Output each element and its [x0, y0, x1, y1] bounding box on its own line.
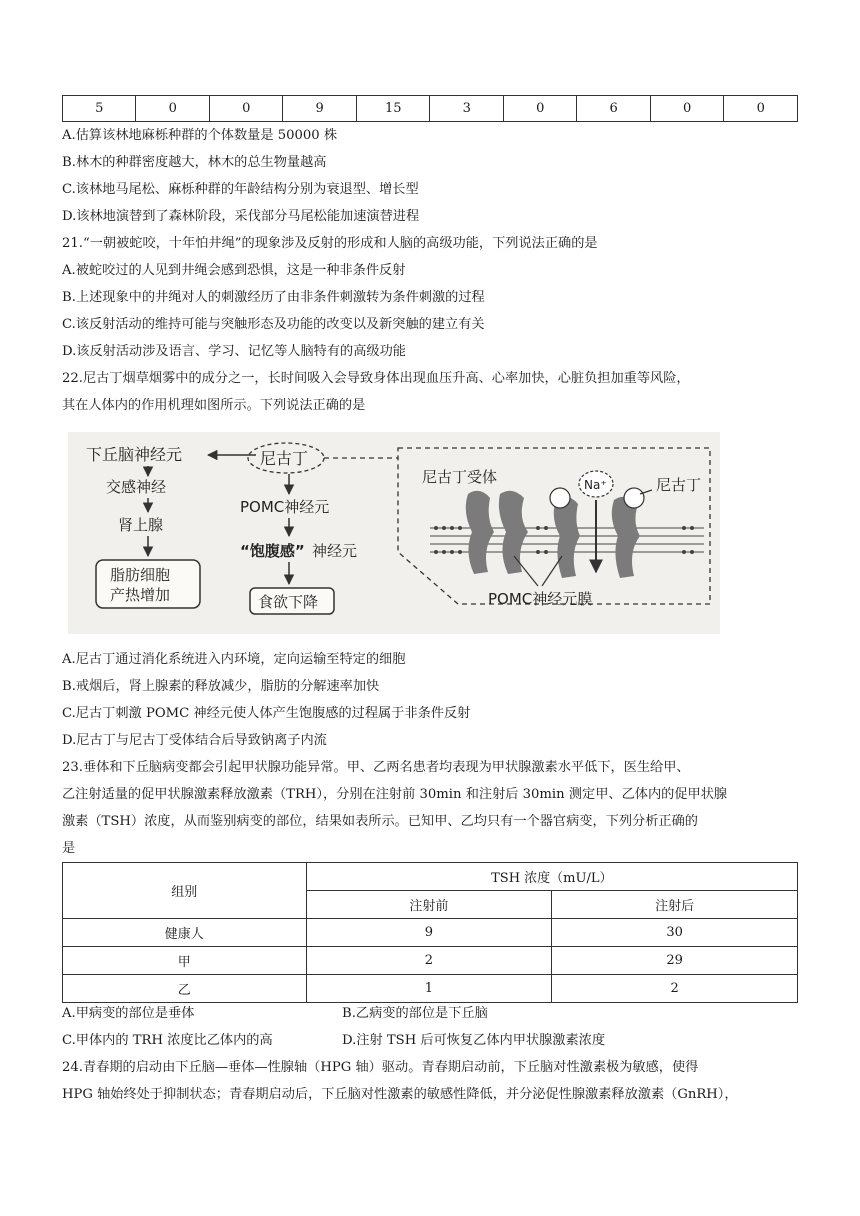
q23-option-b: B.乙病变的部位是下丘脑 — [342, 1006, 488, 1021]
table-cell: 3 — [430, 96, 503, 122]
table-cell: 0 — [503, 96, 576, 122]
nicotine-molecule-icon — [624, 488, 644, 508]
q22-stem-line1: 22.尼古丁烟草烟雾中的成分之一，长时间吸入会导致身体出现血压升高、心率加快，心脏负担加重等风险， — [62, 371, 690, 386]
nicotine-mechanism-figure — [68, 432, 720, 634]
table-cell: 9 — [306, 919, 552, 947]
sympathetic-label: 交感神经 — [106, 478, 167, 496]
q22-option-c: C.尼古丁刺激 POMC 神经元使人体产生饱腹感的过程属于非条件反射 — [62, 706, 471, 721]
q23-option-a: A.甲病变的部位是垂体 — [62, 1006, 195, 1021]
q22-stem-line2: 其在人体内的作用机理如图所示。下列说法正确的是 — [62, 398, 366, 413]
after-header: 注射后 — [552, 891, 798, 919]
tsh-table — [62, 862, 798, 1003]
q21-option-b: B.上述现象中的井绳对人的刺激经历了由非条件刺激转为条件刺激的过程 — [62, 290, 485, 305]
receptor-label: 尼古丁受体 — [422, 468, 498, 486]
table-cell: 0 — [136, 96, 209, 122]
q20-option-b: B.林木的种群密度越大，林木的总生物量越高 — [62, 155, 327, 170]
q21-option-a: A.被蛇咬过的人见到井绳会感到恐惧，这是一种非条件反射 — [62, 263, 406, 278]
q21-stem: 21.“一朝被蛇咬，十年怕井绳”的现象涉及反射的形成和人脑的高级功能，下列说法正确的是 — [62, 236, 598, 251]
appetite-label: 食欲下降 — [258, 593, 319, 611]
q22-option-d: D.尼古丁与尼古丁受体结合后导致钠离子内流 — [62, 733, 327, 748]
table-cell: 1 — [306, 975, 552, 1003]
hypothalamus-label: 下丘脑神经元 — [86, 445, 183, 464]
q23-stem-line3: 激素（TSH）浓度，从而鉴别病变的部位，结果如表所示。已知甲、乙均只有一个器官病变，下列分析正确的 — [62, 814, 698, 829]
table-cell: 2 — [306, 947, 552, 975]
q20-option-a: A.估算该林地麻栎种群的个体数量是 50000 株 — [62, 128, 338, 143]
fat-line2: 产热增加 — [110, 586, 171, 604]
density-table-row — [62, 95, 798, 122]
table-cell: 甲 — [63, 947, 307, 975]
group-header: 组别 — [63, 863, 307, 919]
table-cell: 6 — [577, 96, 650, 122]
table-row — [63, 975, 798, 1003]
satiety-label: “饱腹感” — [240, 542, 305, 560]
q21-option-c: C.该反射活动的维持可能与突触形态及功能的改变以及新突触的建立有关 — [62, 317, 485, 332]
sodium-label: Na⁺ — [584, 478, 607, 492]
table-cell: 乙 — [63, 975, 307, 1003]
table-cell: 2 — [552, 975, 798, 1003]
q21-option-d: D.该反射活动涉及语言、学习、记忆等人脑特有的高级功能 — [62, 344, 406, 359]
nicotine-label: 尼古丁 — [260, 449, 309, 468]
q23-option-c: C.甲体内的 TRH 浓度比乙体内的高 — [62, 1033, 273, 1048]
satiety-neuron-label: 神经元 — [312, 542, 358, 560]
tsh-header: TSH 浓度（mU/L） — [306, 863, 797, 891]
membrane-label: POMC神经元膜 — [488, 590, 593, 608]
table-cell: 30 — [552, 919, 798, 947]
table-cell: 健康人 — [63, 919, 307, 947]
q22-option-b: B.戒烟后，肾上腺素的释放减少，脂肪的分解速率加快 — [62, 679, 380, 694]
table-cell: 9 — [283, 96, 356, 122]
table-cell: 15 — [356, 96, 430, 122]
fat-line1: 脂肪细胞 — [110, 566, 171, 584]
q24-line1: 24.青春期的启动由下丘脑—垂体—性腺轴（HPG 轴）驱动。青春期启动前，下丘脑对性激素极为敏感，使得 — [62, 1060, 699, 1075]
q23-stem-line4: 是 — [62, 841, 76, 856]
table-cell: 5 — [63, 96, 136, 122]
nicotine-molecule-icon — [550, 488, 570, 508]
q20-option-d: D.该林地演替到了森林阶段，采伐部分马尾松能加速演替进程 — [62, 209, 420, 224]
table-cell: 0 — [209, 96, 282, 122]
table-cell: 0 — [650, 96, 723, 122]
table-row — [63, 947, 798, 975]
q23-stem-line2: 乙注射适量的促甲状腺激素释放激素（TRH），分别在注射前 30min 和注射后 30min 测定甲、乙体内的促甲状腺 — [62, 787, 728, 802]
before-header: 注射前 — [306, 891, 552, 919]
table-cell: 29 — [552, 947, 798, 975]
table-row — [63, 919, 798, 947]
q22-option-a: A.尼古丁通过消化系统进入内环境，定向运输至特定的细胞 — [62, 652, 406, 667]
table-cell: 0 — [724, 96, 798, 122]
q23-option-d: D.注射 TSH 后可恢复乙体内甲状腺激素浓度 — [342, 1033, 606, 1048]
q20-option-c: C.该林地马尾松、麻栎种群的年龄结构分别为衰退型、增长型 — [62, 182, 419, 197]
q24-line2: HPG 轴始终处于抑制状态；青春期启动后，下丘脑对性激素的敏感性降低，并分泌促性腺激素释放激素（GnRH）， — [62, 1087, 738, 1102]
pomc-label: POMC神经元 — [240, 498, 330, 516]
adrenal-label: 肾上腺 — [118, 516, 164, 534]
q23-stem-line1: 23.垂体和下丘脑病变都会引起甲状腺功能异常。甲、乙两名患者均表现为甲状腺激素水平低下，医生给甲、 — [62, 760, 690, 775]
nicotine-right-label: 尼古丁 — [656, 476, 702, 494]
